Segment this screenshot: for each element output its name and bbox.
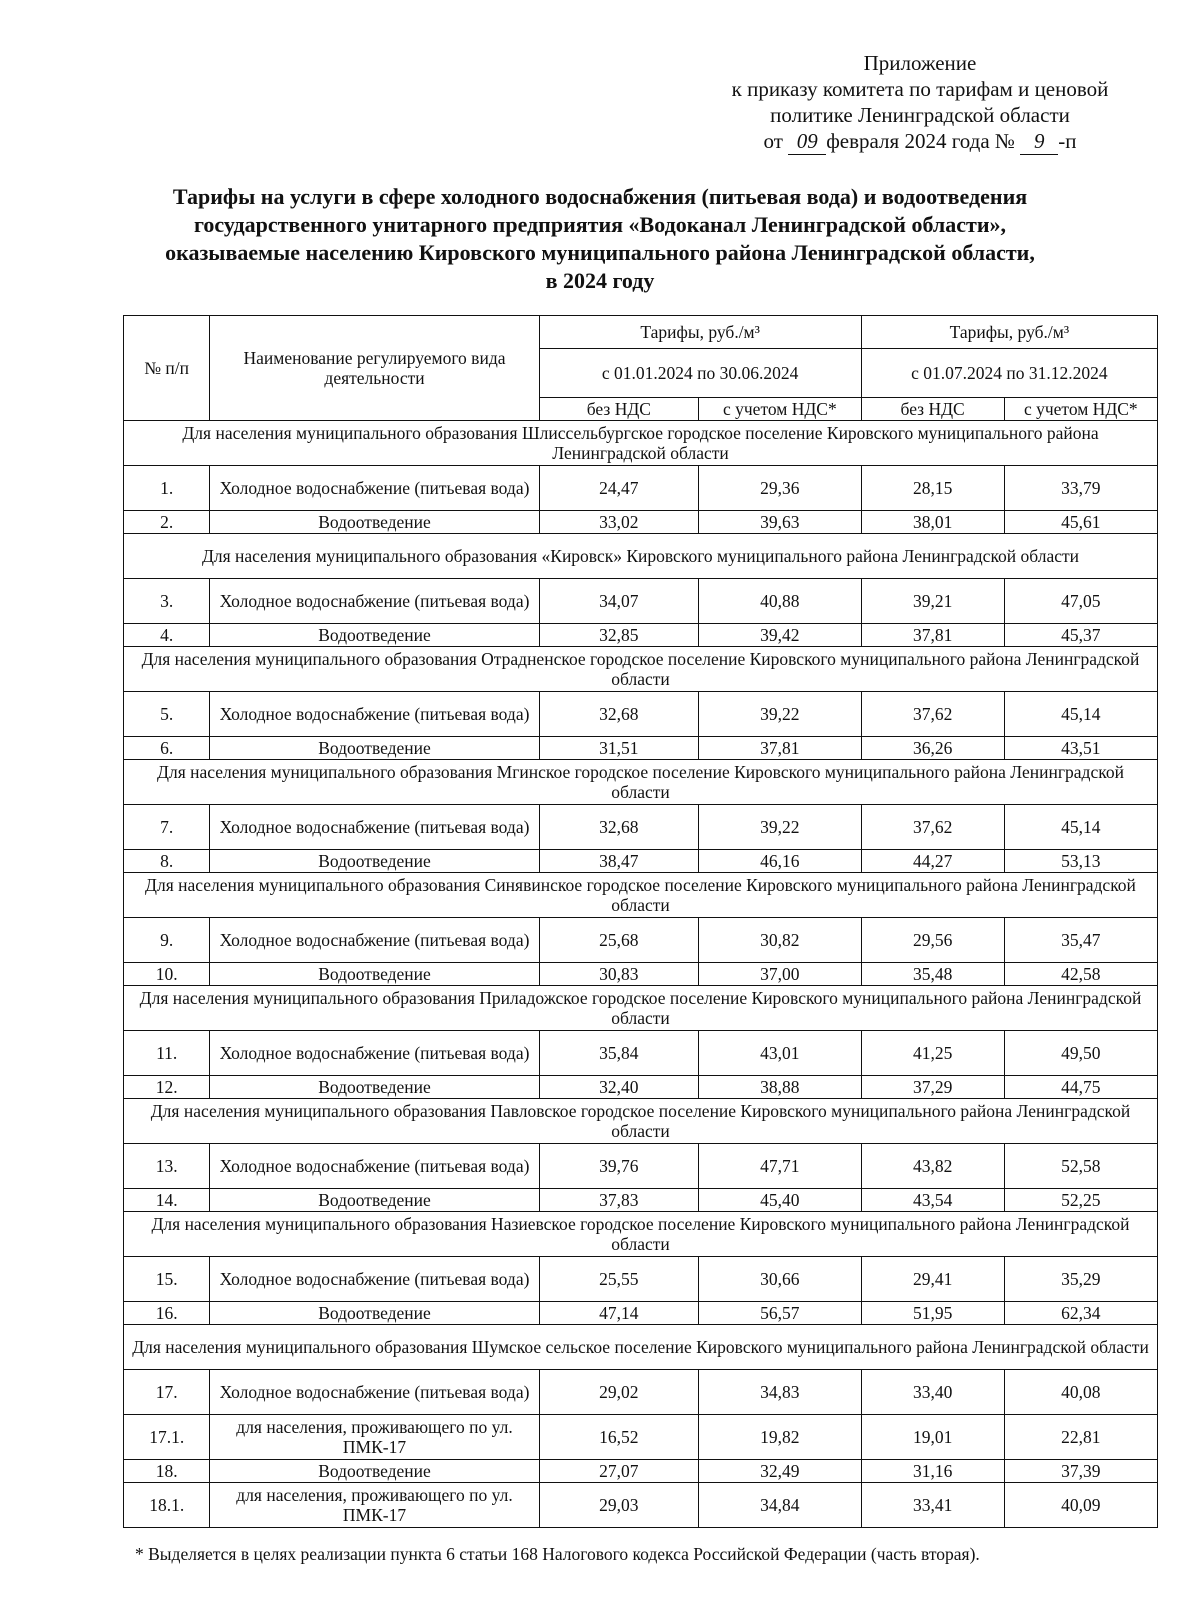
- value-p2-with-vat: 47,05: [1004, 579, 1157, 624]
- row-number: 6.: [124, 737, 210, 760]
- value-p2-with-vat: 40,09: [1004, 1483, 1157, 1528]
- value-p1-with-vat: 30,66: [699, 1257, 862, 1302]
- value-p1-with-vat: 47,71: [699, 1144, 862, 1189]
- value-p1-with-vat: 34,83: [699, 1370, 862, 1415]
- group-header-row: [124, 421, 1158, 466]
- row-name: Водоотведение: [210, 1189, 539, 1212]
- group-header-row: [124, 760, 1158, 805]
- appendix-line-2: к приказу комитета по тарифам и ценовой: [731, 77, 1109, 101]
- value-p2-no-vat: 37,62: [861, 692, 1004, 737]
- value-p2-no-vat: 35,48: [861, 963, 1004, 986]
- footnote: * Выделяется в целях реализации пункта 6 статьи 168 Налогового кодекса Российской Федерации (часть вторая).: [135, 1544, 980, 1564]
- value-p1-with-vat: 39,22: [699, 692, 862, 737]
- table-row: [124, 1144, 1158, 1189]
- table-row: [124, 737, 1158, 760]
- group-title: Для населения муниципального образования Назиевское городское поселение Кировского муниципального района Ленинградской области: [124, 1212, 1158, 1257]
- value-p2-no-vat: 37,29: [861, 1076, 1004, 1099]
- row-name: для населения, проживающего по ул. ПМК-17: [210, 1415, 539, 1460]
- group-title: Для населения муниципального образования Приладожское городское поселение Кировского муниципального района Ленинградской области: [124, 986, 1158, 1031]
- row-name: Холодное водоснабжение (питьевая вода): [210, 1257, 539, 1302]
- table-row: [124, 466, 1158, 511]
- value-p1-no-vat: 29,03: [539, 1483, 698, 1528]
- row-name: Холодное водоснабжение (питьевая вода): [210, 918, 539, 963]
- value-p2-no-vat: 39,21: [861, 579, 1004, 624]
- row-name: Холодное водоснабжение (питьевая вода): [210, 1031, 539, 1076]
- value-p1-no-vat: 37,83: [539, 1189, 698, 1212]
- row-name: Водоотведение: [210, 963, 539, 986]
- table-row: [124, 1302, 1158, 1325]
- row-name: Водоотведение: [210, 1076, 539, 1099]
- row-number: 17.1.: [124, 1415, 210, 1460]
- value-p2-with-vat: 45,14: [1004, 805, 1157, 850]
- date-prefix: от: [763, 129, 783, 153]
- no-vat-header-1: без НДС: [539, 398, 698, 421]
- row-name: Водоотведение: [210, 1302, 539, 1325]
- row-name: Холодное водоснабжение (питьевая вода): [210, 1144, 539, 1189]
- value-p2-no-vat: 36,26: [861, 737, 1004, 760]
- group-header-row: [124, 647, 1158, 692]
- value-p1-with-vat: 56,57: [699, 1302, 862, 1325]
- table-row: [124, 692, 1158, 737]
- value-p2-with-vat: 35,47: [1004, 918, 1157, 963]
- value-p1-with-vat: 34,84: [699, 1483, 862, 1528]
- row-name: Холодное водоснабжение (питьевая вода): [210, 692, 539, 737]
- value-p2-no-vat: 29,56: [861, 918, 1004, 963]
- group-title: Для населения муниципального образования Отрадненское городское поселение Кировского муниципального района Ленинградской области: [124, 647, 1158, 692]
- row-name: Холодное водоснабжение (питьевая вода): [210, 466, 539, 511]
- value-p2-no-vat: 29,41: [861, 1257, 1004, 1302]
- tariffs-table: [123, 315, 1158, 1528]
- row-name: Водоотведение: [210, 624, 539, 647]
- value-p1-no-vat: 31,51: [539, 737, 698, 760]
- value-p2-no-vat: 38,01: [861, 511, 1004, 534]
- row-name: для населения, проживающего по ул. ПМК-17: [210, 1483, 539, 1528]
- with-vat-header-2: с учетом НДС*: [1004, 398, 1157, 421]
- value-p1-no-vat: 27,07: [539, 1460, 698, 1483]
- group-title: Для населения муниципального образования Мгинское городское поселение Кировского муниципального района Ленинградской области: [124, 760, 1158, 805]
- appendix-date-line: [640, 128, 1200, 155]
- row-number: 8.: [124, 850, 210, 873]
- row-name: Водоотведение: [210, 511, 539, 534]
- value-p1-no-vat: 25,68: [539, 918, 698, 963]
- table-row: [124, 1370, 1158, 1415]
- row-number: 14.: [124, 1189, 210, 1212]
- row-number: 12.: [124, 1076, 210, 1099]
- row-number: 18.: [124, 1460, 210, 1483]
- value-p1-with-vat: 38,88: [699, 1076, 862, 1099]
- table-row: [124, 579, 1158, 624]
- value-p1-with-vat: 30,82: [699, 918, 862, 963]
- appendix-line-1: Приложение: [863, 51, 977, 75]
- value-p1-no-vat: 32,40: [539, 1076, 698, 1099]
- value-p2-no-vat: 41,25: [861, 1031, 1004, 1076]
- appendix-header: [640, 50, 1200, 155]
- value-p2-with-vat: 53,13: [1004, 850, 1157, 873]
- row-number: 7.: [124, 805, 210, 850]
- value-p2-with-vat: 42,58: [1004, 963, 1157, 986]
- value-p2-no-vat: 43,82: [861, 1144, 1004, 1189]
- with-vat-header-1: с учетом НДС*: [699, 398, 862, 421]
- table-row: [124, 1483, 1158, 1528]
- value-p1-no-vat: 25,55: [539, 1257, 698, 1302]
- value-p1-no-vat: 32,68: [539, 805, 698, 850]
- value-p2-with-vat: 22,81: [1004, 1415, 1157, 1460]
- value-p2-with-vat: 45,37: [1004, 624, 1157, 647]
- table-row: [124, 1189, 1158, 1212]
- no-vat-header-2: без НДС: [861, 398, 1004, 421]
- row-number: 17.: [124, 1370, 210, 1415]
- value-p2-with-vat: 52,25: [1004, 1189, 1157, 1212]
- period-2-header: с 01.07.2024 по 31.12.2024: [861, 349, 1157, 398]
- row-number: 9.: [124, 918, 210, 963]
- value-p2-no-vat: 44,27: [861, 850, 1004, 873]
- group-title: Для населения муниципального образования Шлиссельбургское городское поселение Кировского муниципального района Ленинградской области: [124, 421, 1158, 466]
- value-p1-with-vat: 45,40: [699, 1189, 862, 1212]
- value-p1-with-vat: 37,81: [699, 737, 862, 760]
- value-p1-no-vat: 38,47: [539, 850, 698, 873]
- value-p1-no-vat: 16,52: [539, 1415, 698, 1460]
- value-p1-with-vat: 39,22: [699, 805, 862, 850]
- value-p1-no-vat: 35,84: [539, 1031, 698, 1076]
- group-title: Для населения муниципального образования Павловское городское поселение Кировского муниципального района Ленинградской области: [124, 1099, 1158, 1144]
- group-header-row: [124, 986, 1158, 1031]
- table-row: [124, 918, 1158, 963]
- value-p1-with-vat: 46,16: [699, 850, 862, 873]
- value-p2-with-vat: 44,75: [1004, 1076, 1157, 1099]
- group-header-row: [124, 1212, 1158, 1257]
- value-p2-with-vat: 45,61: [1004, 511, 1157, 534]
- col-name-header: Наименование регулируемого вида деятельности: [210, 316, 539, 421]
- period-1-header: с 01.01.2024 по 30.06.2024: [539, 349, 861, 398]
- row-number: 5.: [124, 692, 210, 737]
- group-title: Для населения муниципального образования Шумское сельское поселение Кировского муниципального района Ленинградской области: [124, 1325, 1158, 1370]
- col-num-header: № п/п: [124, 316, 210, 421]
- row-number: 4.: [124, 624, 210, 647]
- row-number: 16.: [124, 1302, 210, 1325]
- value-p1-with-vat: 40,88: [699, 579, 862, 624]
- table-row: [124, 1460, 1158, 1483]
- date-rest: февраля 2024 года №: [826, 129, 1015, 153]
- value-p1-with-vat: 43,01: [699, 1031, 862, 1076]
- value-p2-no-vat: 19,01: [861, 1415, 1004, 1460]
- value-p1-no-vat: 33,02: [539, 511, 698, 534]
- value-p2-with-vat: 62,34: [1004, 1302, 1157, 1325]
- group-header-row: [124, 534, 1158, 579]
- table-row: [124, 963, 1158, 986]
- value-p1-with-vat: 37,00: [699, 963, 862, 986]
- group-title: Для населения муниципального образования «Кировск» Кировского муниципального района Ленинградской области: [124, 534, 1158, 579]
- row-name: Холодное водоснабжение (питьевая вода): [210, 579, 539, 624]
- value-p2-no-vat: 31,16: [861, 1460, 1004, 1483]
- tariffs-header-1: Тарифы, руб./м³: [539, 316, 861, 349]
- table-row: [124, 805, 1158, 850]
- table-row: [124, 850, 1158, 873]
- row-number: 15.: [124, 1257, 210, 1302]
- value-p1-no-vat: 32,85: [539, 624, 698, 647]
- row-name: Холодное водоснабжение (питьевая вода): [210, 1370, 539, 1415]
- value-p2-with-vat: 35,29: [1004, 1257, 1157, 1302]
- value-p2-no-vat: 51,95: [861, 1302, 1004, 1325]
- appendix-line-3: политике Ленинградской области: [770, 103, 1070, 127]
- group-title: Для населения муниципального образования Синявинское городское поселение Кировского муниципального района Ленинградской области: [124, 873, 1158, 918]
- table-row: [124, 1415, 1158, 1460]
- title-line-2: государственного унитарного предприятия «Водоканал Ленинградской области»,: [193, 212, 1007, 237]
- value-p1-no-vat: 24,47: [539, 466, 698, 511]
- value-p1-with-vat: 39,63: [699, 511, 862, 534]
- row-number: 11.: [124, 1031, 210, 1076]
- row-name: Водоотведение: [210, 850, 539, 873]
- value-p1-no-vat: 29,02: [539, 1370, 698, 1415]
- row-name: Холодное водоснабжение (питьевая вода): [210, 805, 539, 850]
- value-p1-with-vat: 29,36: [699, 466, 862, 511]
- value-p2-no-vat: 28,15: [861, 466, 1004, 511]
- table-row: [124, 624, 1158, 647]
- value-p1-no-vat: 30,83: [539, 963, 698, 986]
- table-row: [124, 1076, 1158, 1099]
- value-p2-with-vat: 52,58: [1004, 1144, 1157, 1189]
- date-day: 09: [788, 128, 826, 155]
- document-title: [100, 183, 1100, 295]
- value-p2-no-vat: 37,81: [861, 624, 1004, 647]
- value-p2-with-vat: 49,50: [1004, 1031, 1157, 1076]
- row-number: 13.: [124, 1144, 210, 1189]
- value-p2-no-vat: 43,54: [861, 1189, 1004, 1212]
- row-number: 1.: [124, 466, 210, 511]
- table-row: [124, 1031, 1158, 1076]
- group-header-row: [124, 1099, 1158, 1144]
- value-p1-with-vat: 39,42: [699, 624, 862, 647]
- group-header-row: [124, 1325, 1158, 1370]
- value-p2-no-vat: 37,62: [861, 805, 1004, 850]
- title-line-3: оказываемые населению Кировского муниципального района Ленинградской области,: [165, 240, 1035, 265]
- header-row: [124, 316, 1158, 349]
- value-p2-no-vat: 33,40: [861, 1370, 1004, 1415]
- title-line-1: Тарифы на услуги в сфере холодного водоснабжения (питьевая вода) и водоотведения: [172, 184, 1028, 209]
- row-number: 2.: [124, 511, 210, 534]
- value-p1-no-vat: 39,76: [539, 1144, 698, 1189]
- value-p1-no-vat: 32,68: [539, 692, 698, 737]
- row-number: 18.1.: [124, 1483, 210, 1528]
- order-suffix: -п: [1058, 129, 1077, 153]
- value-p1-no-vat: 47,14: [539, 1302, 698, 1325]
- value-p1-with-vat: 19,82: [699, 1415, 862, 1460]
- value-p2-no-vat: 33,41: [861, 1483, 1004, 1528]
- group-header-row: [124, 873, 1158, 918]
- table-row: [124, 1257, 1158, 1302]
- value-p1-with-vat: 32,49: [699, 1460, 862, 1483]
- row-number: 3.: [124, 579, 210, 624]
- row-name: Водоотведение: [210, 1460, 539, 1483]
- value-p2-with-vat: 33,79: [1004, 466, 1157, 511]
- value-p1-no-vat: 34,07: [539, 579, 698, 624]
- row-number: 10.: [124, 963, 210, 986]
- value-p2-with-vat: 40,08: [1004, 1370, 1157, 1415]
- value-p2-with-vat: 37,39: [1004, 1460, 1157, 1483]
- order-number: 9: [1020, 128, 1058, 155]
- tariffs-header-2: Тарифы, руб./м³: [861, 316, 1157, 349]
- row-name: Водоотведение: [210, 737, 539, 760]
- value-p2-with-vat: 43,51: [1004, 737, 1157, 760]
- value-p2-with-vat: 45,14: [1004, 692, 1157, 737]
- table-row: [124, 511, 1158, 534]
- title-line-4: в 2024 году: [545, 268, 655, 293]
